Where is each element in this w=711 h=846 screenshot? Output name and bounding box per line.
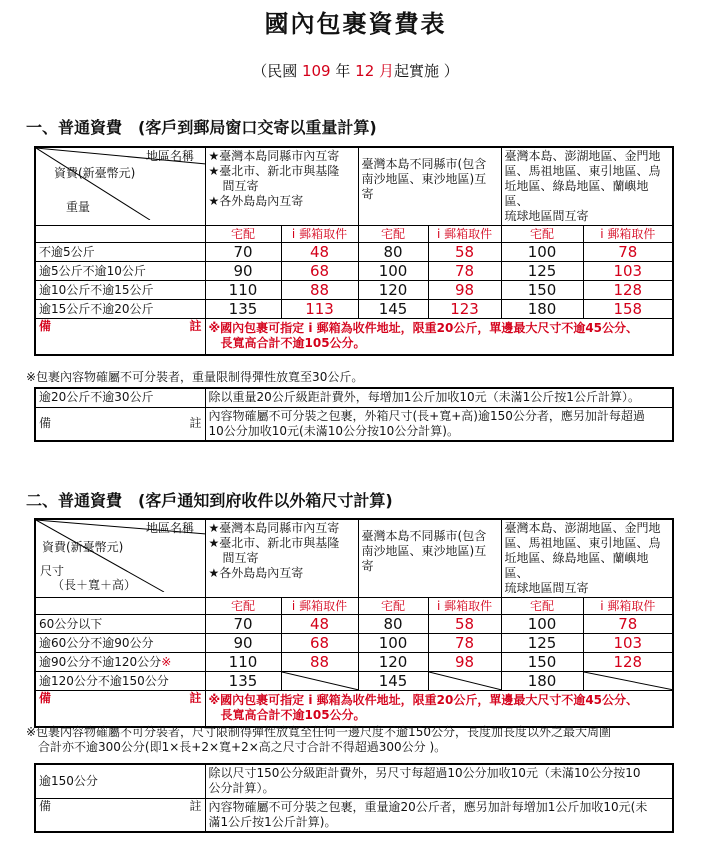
- row-label: 逾15公斤不逾20公斤: [35, 300, 205, 319]
- zone1-header: [205, 519, 358, 598]
- price-cell: 110: [205, 281, 281, 300]
- zone3-line: 區、馬祖地區、東引地區、烏: [504, 164, 661, 178]
- home-delivery-header: 宅配: [358, 226, 428, 243]
- remark-row: [35, 691, 673, 727]
- zone3-header: [501, 147, 673, 226]
- price-cell: 88: [281, 281, 358, 300]
- ibox-header: i 郵箱取件: [281, 598, 358, 615]
- extra-text-line: 除以尺寸150公分級距計費外，另尺寸每超過10公分加收10元（未滿10公分按10: [208, 766, 641, 781]
- price-cell: 100: [358, 634, 428, 653]
- price-cell: 58: [428, 243, 501, 262]
- zone2-line: 南沙地區、東沙地區)互: [361, 172, 487, 186]
- price-cell: 150: [501, 281, 583, 300]
- table-row: [35, 653, 673, 672]
- region-name-label: 地區名稱: [146, 521, 195, 535]
- price-cell: 48: [281, 243, 358, 262]
- price-cell: 135: [205, 300, 281, 319]
- home-delivery-header: 宅配: [358, 598, 428, 615]
- zone2-line: 臺灣本島不同縣市(包含: [361, 529, 487, 543]
- price-cell: 80: [358, 615, 428, 634]
- page-title: 國內包裹資費表: [264, 10, 447, 38]
- delivery-method-row: [35, 598, 673, 615]
- ibox-header: i 郵箱取件: [583, 598, 673, 615]
- extra-remark-line: 10公分加收10元(未滿10公分按10公分計算)。: [208, 423, 459, 438]
- strike-line: [584, 672, 674, 690]
- remark-note: [205, 319, 673, 355]
- zone1-header: [205, 147, 358, 226]
- ibox-header: i 郵箱取件: [281, 226, 358, 243]
- zone1-line: ★臺北市、新北市與基隆: [208, 164, 340, 178]
- home-delivery-header: 宅配: [205, 226, 281, 243]
- remark-note-line: ※國內包裹可指定 i 郵箱為收件地址，限重20公斤，單邊最大尺寸不逾45公分、: [208, 321, 639, 336]
- remark-note-line: 長寬高合計不逾105公分。: [220, 708, 366, 723]
- table-row: [35, 615, 673, 634]
- row-label-text: 逾120公分不逾150公分: [39, 673, 169, 688]
- zone3-line: 琉球地區間互寄: [504, 581, 589, 595]
- price-cell: 88: [281, 653, 358, 672]
- price-cell: 120: [358, 653, 428, 672]
- price-cell: 150: [501, 653, 583, 672]
- remark-label-text: 備: [39, 691, 52, 705]
- fee-label: 資費(新臺幣元): [54, 166, 136, 180]
- row-label-text: 逾90公分不逾120公分: [39, 654, 162, 669]
- price-cell: 125: [501, 262, 583, 281]
- section1-heading: 一、普通資費 (客戶到郵局窗口交寄以重量計算): [26, 118, 377, 137]
- price-cell: 78: [583, 243, 673, 262]
- not-applicable-cell: [428, 672, 501, 691]
- strike-line: [282, 672, 359, 690]
- remark-note-line: ※國內包裹可指定 i 郵箱為收件地址，限重20公斤，單邊最大尺寸不逾45公分、: [208, 693, 639, 708]
- remark-label: [35, 798, 205, 832]
- remark-label-text: 註: [189, 319, 202, 333]
- table-row: [35, 634, 673, 653]
- weight-rate-table: [34, 146, 674, 356]
- table-row: [35, 262, 673, 281]
- price-cell: 90: [205, 634, 281, 653]
- not-applicable-cell: [281, 672, 358, 691]
- delivery-method-row: [35, 226, 673, 243]
- remark-label-text: 備: [39, 416, 52, 431]
- footnote-line: ※包裹內容物確屬不可分裝者，尺寸限制得彈性放寬至任何一邊尺度不逾150公分，長度加長度以外之最大周圍: [26, 725, 611, 739]
- price-cell: 103: [583, 634, 673, 653]
- row-label: 不逾5公斤: [35, 243, 205, 262]
- price-cell: 180: [501, 672, 583, 691]
- extra-remark-line: 滿1公斤按1公斤計算)。: [208, 814, 337, 829]
- row-label: [35, 653, 205, 672]
- price-cell: 180: [501, 300, 583, 319]
- extra-remark: [205, 407, 673, 441]
- price-cell: 98: [428, 281, 501, 300]
- zone2-header: [358, 147, 501, 226]
- extra-remark-line: 內容物確屬不可分裝之包裹，外箱尺寸(長+寬+高)逾150公分者，應另加計每超過: [208, 408, 645, 423]
- zone1-line: 間互寄: [222, 179, 259, 193]
- remark-row: [35, 319, 673, 355]
- price-cell: 90: [205, 262, 281, 281]
- zone3-line: 臺灣本島、澎湖地區、金門地: [504, 521, 661, 535]
- price-cell: 68: [281, 262, 358, 281]
- zone3-line: 臺灣本島、澎湖地區、金門地: [504, 149, 661, 163]
- price-cell: 78: [428, 634, 501, 653]
- extra-text-line: 公分計算）。: [208, 781, 275, 796]
- zone3-header: [501, 519, 673, 598]
- not-applicable-cell: [583, 672, 673, 691]
- price-cell: 125: [501, 634, 583, 653]
- table-corner-header: [35, 519, 205, 598]
- row-label: [35, 615, 205, 634]
- zone3-line: 區、馬祖地區、東引地區、烏: [504, 536, 661, 550]
- zone1-line: ★臺灣本島同縣市內互寄: [208, 521, 340, 535]
- price-cell: 123: [428, 300, 501, 319]
- price-cell: 100: [501, 615, 583, 634]
- price-cell: 70: [205, 615, 281, 634]
- zone2-line: 寄: [361, 187, 374, 201]
- zone1-line: ★臺北市、新北市與基隆: [208, 536, 340, 550]
- row-label: [35, 634, 205, 653]
- price-cell: 98: [428, 653, 501, 672]
- section2-heading: 二、普通資費 (客戶通知到府收件以外箱尺寸計算): [26, 491, 393, 510]
- ibox-header: i 郵箱取件: [583, 226, 673, 243]
- ibox-header: i 郵箱取件: [428, 226, 501, 243]
- home-delivery-header: 宅配: [501, 226, 583, 243]
- zone3-line: 坵地區、綠島地區、蘭嶼地區、: [504, 551, 649, 580]
- subtitle-month: 12: [355, 62, 375, 80]
- remark-note-line: 長寬高合計不逾105公分。: [220, 336, 366, 351]
- price-cell: 70: [205, 243, 281, 262]
- ibox-header: i 郵箱取件: [428, 598, 501, 615]
- price-cell: 145: [358, 300, 428, 319]
- size-rate-table: [34, 518, 674, 728]
- subtitle-suffix: 起實施 ）: [394, 62, 459, 80]
- price-cell: 135: [205, 672, 281, 691]
- asterisk-mark: ※: [161, 654, 172, 669]
- price-cell: 78: [583, 615, 673, 634]
- price-cell: 100: [501, 243, 583, 262]
- zone3-line: 琉球地區間互寄: [504, 209, 589, 223]
- remark-label: [35, 691, 205, 727]
- subtitle-month-unit: 月: [374, 62, 395, 80]
- extra-text: 除以重量20公斤級距計費外，每增加1公斤加收10元（未滿1公斤按1公斤計算）。: [205, 388, 673, 407]
- remark-label-text: 註: [189, 691, 202, 705]
- zone3-line: 坵地區、綠島地區、蘭嶼地區、: [504, 179, 649, 208]
- price-cell: 128: [583, 281, 673, 300]
- row-label: [35, 672, 205, 691]
- remark-label-text: 備: [39, 798, 52, 813]
- table-row: [35, 243, 673, 262]
- home-delivery-header: 宅配: [501, 598, 583, 615]
- zone1-line: ★臺灣本島同縣市內互寄: [208, 149, 340, 163]
- home-delivery-header: 宅配: [205, 598, 281, 615]
- price-cell: 78: [428, 262, 501, 281]
- section2-footnote: [26, 725, 611, 755]
- row-label-text: 60公分以下: [39, 616, 103, 631]
- row-label: 逾5公斤不逾10公斤: [35, 262, 205, 281]
- table-row: [35, 281, 673, 300]
- price-cell: 48: [281, 615, 358, 634]
- remark-label-text: 註: [189, 798, 202, 813]
- weight-label: 重量: [66, 200, 91, 214]
- section1-footnote: ※包裹內容物確屬不可分裝者，重量限制得彈性放寬至30公斤。: [26, 370, 364, 384]
- remark-note: [205, 691, 673, 727]
- extra-remark-line: 內容物確屬不可分裝之包裹，重量逾20公斤者，應另加計每增加1公斤加收10元(未: [208, 799, 648, 814]
- footnote-line: 合計亦不逾300公分(即1×長+2×寬+2×高之尺寸合計不得超過300公分 )。: [38, 740, 447, 754]
- price-cell: 158: [583, 300, 673, 319]
- extra-label: 逾20公斤不逾30公斤: [35, 388, 205, 407]
- row-label-text: 逾60公分不逾90公分: [39, 635, 154, 650]
- price-cell: 58: [428, 615, 501, 634]
- price-cell: 128: [583, 653, 673, 672]
- zone2-line: 臺灣本島不同縣市(包含: [361, 157, 487, 171]
- blank-cell: [35, 598, 205, 615]
- price-cell: 80: [358, 243, 428, 262]
- table-row: [35, 300, 673, 319]
- region-name-label: 地區名稱: [146, 149, 195, 163]
- fee-label: 資費(新臺幣元): [42, 540, 124, 554]
- subtitle-year-unit: 年: [330, 62, 356, 80]
- price-cell: 100: [358, 262, 428, 281]
- price-cell: 120: [358, 281, 428, 300]
- price-cell: 110: [205, 653, 281, 672]
- section2-extra-table: [34, 763, 674, 833]
- price-cell: 103: [583, 262, 673, 281]
- section1-extra-table: [34, 387, 674, 442]
- extra-text: [205, 764, 673, 798]
- remark-label-text: 備: [39, 319, 52, 333]
- strike-line: [429, 672, 502, 690]
- zone1-line: 間互寄: [222, 551, 259, 565]
- price-cell: 145: [358, 672, 428, 691]
- zone2-line: 寄: [361, 559, 374, 573]
- size-formula-label: （長＋寬＋高）: [52, 578, 137, 592]
- table-corner-header: [35, 147, 205, 226]
- remark-label: [35, 319, 205, 355]
- remark-label: [35, 407, 205, 441]
- effective-date: [0, 60, 711, 81]
- subtitle-prefix: （民國: [252, 62, 302, 80]
- extra-label: 逾150公分: [35, 764, 205, 798]
- price-cell: 113: [281, 300, 358, 319]
- blank-cell: [35, 226, 205, 243]
- row-label: 逾10公斤不逾15公斤: [35, 281, 205, 300]
- table-row: [35, 672, 673, 691]
- zone2-header: [358, 519, 501, 598]
- zone1-line: ★各外島島內互寄: [208, 194, 304, 208]
- extra-remark: [205, 798, 673, 832]
- subtitle-year: 109: [301, 62, 331, 80]
- price-cell: 68: [281, 634, 358, 653]
- size-label: 尺寸: [40, 564, 65, 578]
- zone1-line: ★各外島島內互寄: [208, 566, 304, 580]
- remark-label-text: 註: [189, 416, 202, 431]
- zone2-line: 南沙地區、東沙地區)互: [361, 544, 487, 558]
